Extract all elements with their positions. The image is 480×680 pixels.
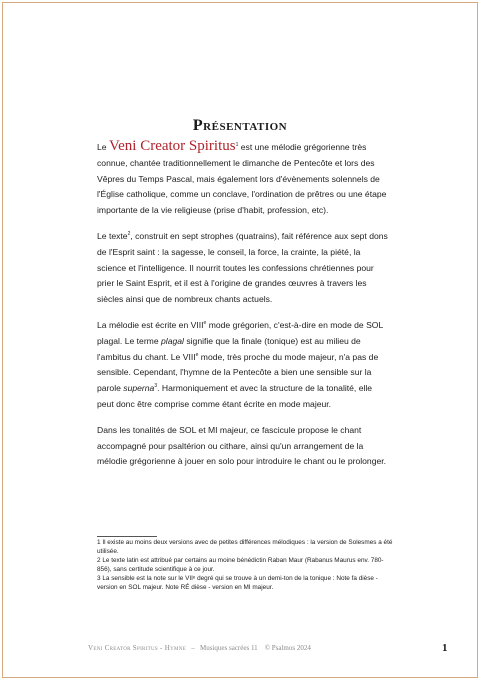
footnote-2: 2 Le texte latin est attribué par certains au moine bénédictin Raban Maur (Rabanus Maurus env. 780-856), sans certitude scientifique à ce jour. (97, 557, 384, 573)
ordinal-sup-1: e (203, 320, 207, 327)
term-plagal: plagal (161, 335, 184, 346)
paragraph-1 (97, 140, 389, 219)
footnote-ref-2: 2 (127, 231, 131, 238)
page-footer (0, 642, 480, 656)
term-superna: superna (123, 383, 155, 394)
para1-intro: Le (97, 142, 109, 152)
paragraph-3 (97, 318, 389, 413)
page-number: 1 (442, 642, 448, 654)
footer-copyright: © Psalmos 2024 (264, 644, 311, 652)
footnote-divider (97, 536, 157, 537)
para3-b: mode grégorien, c'est-à-dire en mode de SOL plagal. Le terme (97, 319, 383, 346)
hymn-title-highlight: Veni Creator Spiritus (108, 138, 236, 154)
ordinal-sup-2: e (195, 351, 199, 358)
footer-series: Musiques sacrées 11 (200, 644, 258, 652)
para1-rest: est une mélodie grégorienne très connue, chantée traditionnellement le dimanche de Pentecôte et lors des Vêpres du Temps Pascal, mais également lors d'évènements solennels de l'Église catholique, comme un conclave, l'ordination de prêtres ou une étape importante de la vie religieuse (prise d'habit, profession, etc). (97, 142, 387, 216)
para3-e: . Harmoniquement et avec la structure de la tonalité, elle peut donc être comprise comme étant écrite en mode majeur. (97, 383, 373, 409)
footnote-1: 1 Il existe au moins deux versions avec de petites différences mélodiques : la version de Solesmes a été utilisée. (97, 539, 393, 555)
footnote-ref-3: 3 (154, 383, 158, 390)
paragraph-4: Dans les tonalités de SOL et MI majeur, ce fascicule propose le chant accompagné pour psaltérion ou cithare, ainsi qu'un arrangement de la mélodie grégorienne à jouer en solo pour introduire le chant ou le prolonger. (97, 424, 387, 467)
para2-a: Le texte (97, 230, 128, 241)
footer-title: Veni Creator Spiritus - Hymne (88, 644, 187, 652)
para3-c: signifie que la finale (tonique) est au milieu de l'ambitus du chant. Le VIII (97, 335, 361, 362)
paragraph-2 (97, 229, 389, 308)
footnotes (97, 539, 397, 594)
footnote-ref-1: 1 (235, 142, 239, 149)
para3-a: La mélodie est écrite en VIII (97, 319, 204, 330)
para3-d: mode, très proche du mode majeur, n'a pas de sensible. Cependant, l'hymne de la Pentecôte a bien une sensible sur la parole (97, 351, 379, 394)
footer-text: Veni Creator Spiritus - Hymne – Musiques sacrées 11 © Psalmos 2024 (88, 644, 311, 652)
page-title: Présentation (192, 117, 288, 134)
para2-b: , construit en sept strophes (quatrains), fait référence aux sept dons de l'Esprit saint : la sagesse, le conseil, la force, la crainte, la piété, la science et l'intelligence. Il nourrit toutes les confessions chrétiennes pour prier le Saint Esprit, et il est à l'origine de grandes œuvres à travers les siècles ainsi que de nombreux chants actuels. (97, 230, 388, 305)
footnote-3: 3 La sensible est la note sur le VIIᵉ degré qui se trouve à un demi-ton de la tonique : Note fa dièse - version en SOL majeur. Note RÉ dièse - version en MI majeur. (97, 575, 378, 591)
body-text (97, 140, 389, 480)
